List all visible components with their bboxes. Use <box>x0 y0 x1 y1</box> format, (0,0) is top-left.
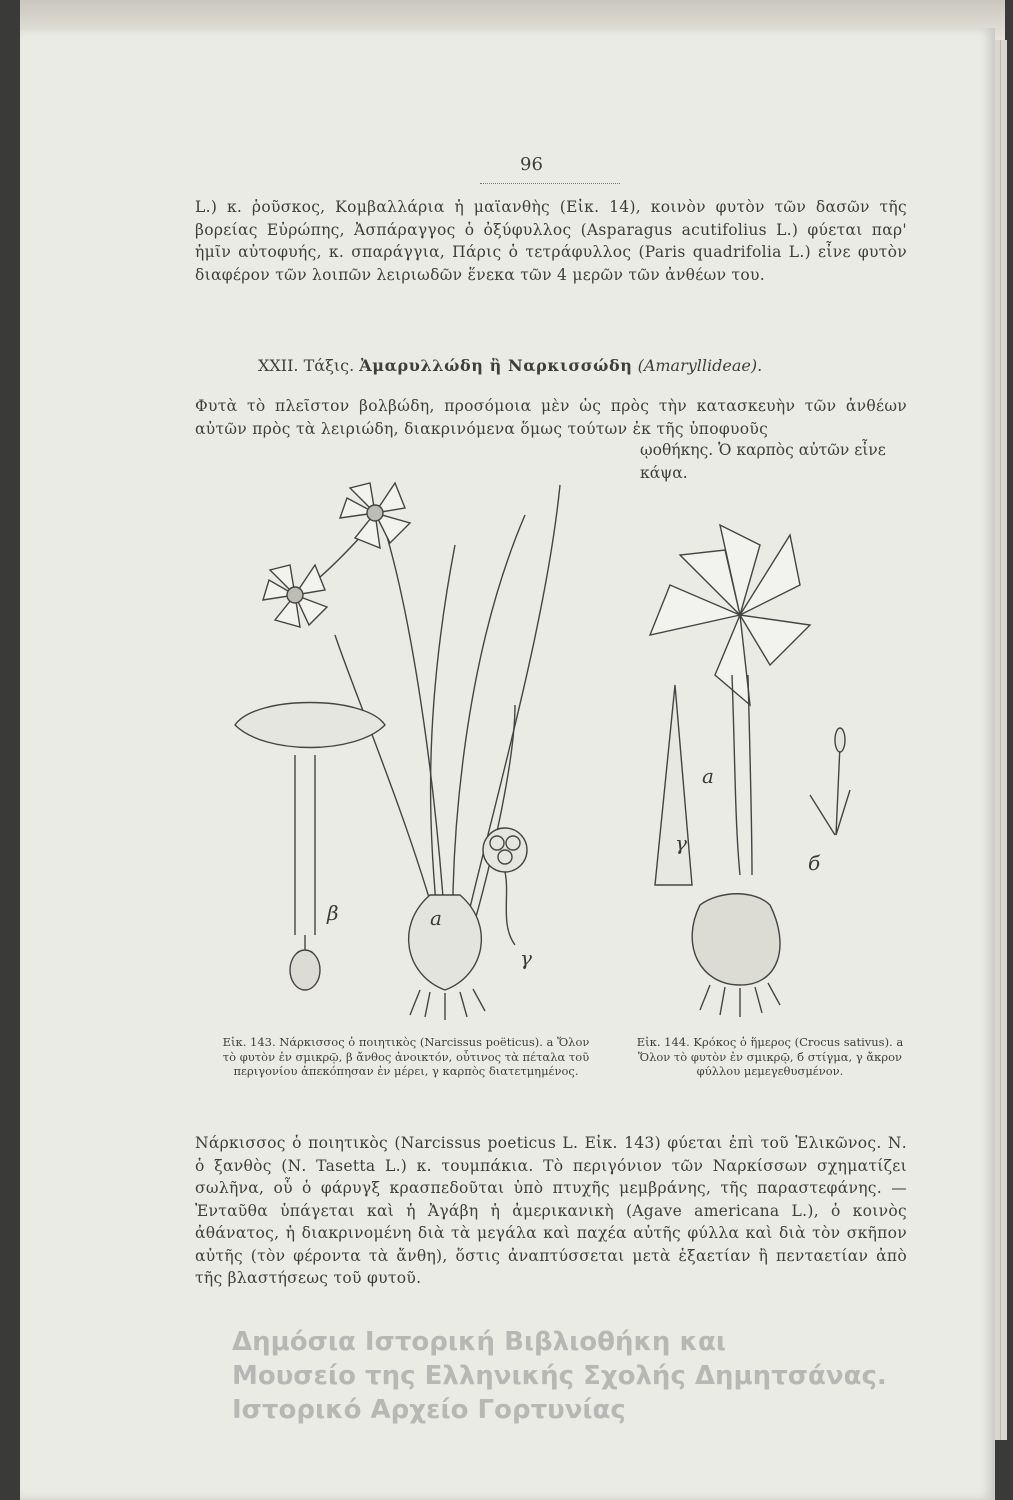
page-stack-edge <box>1000 40 1007 1440</box>
page-number-rule <box>480 183 620 184</box>
page-number: 96 <box>520 154 543 175</box>
figure-144-crocus <box>640 505 890 1035</box>
fig143-label-b: β <box>327 901 339 925</box>
figure-143-narcissus <box>215 455 595 1035</box>
section-heading <box>258 356 762 375</box>
caption-figure-144: Εἰκ. 144. Κρόκος ὁ ἥμερος (Crocus sativus). a Ὅλον τὸ φυτὸν ἐν σμικρῷ, б στίγμα, γ ἄκρον φύλλου μεμεγεθυσμένον. <box>636 1035 904 1078</box>
paragraph-2: Φυτὰ τὸ πλεῖστον βολβώδη, προσόμοια μὲν ὡς πρὸς τὴν κατασκευὴν τῶν ἀνθέων αὐτῶν πρὸς τὰ λειριώδη, διακρινόμενα ὅμως τούτων ἐκ τῆς ὑποφυοῦς <box>195 397 907 438</box>
fig144-label-g: γ <box>675 831 687 855</box>
heading-title: Ἀμαρυλλώδη ἢ Ναρκισσώδη <box>359 356 633 375</box>
heading-number: XXII. Τάξις. <box>258 356 355 375</box>
fig144-label-b: б <box>808 851 821 875</box>
heading-latin: (Amaryllideae). <box>637 356 763 375</box>
paragraph-1: L.) κ. ῥοῦσκος, Κομβαλλάρια ἡ μαϊανθὴς (Εἰκ. 14), κοινὸν φυτὸν τῶν δασῶν τῆς βορείας Εὐρώπης, Ἀσπάραγγος ὁ ὀξύφυλλος (Asparagus acutifolius L.) φύεται παρ' ἡμῖν αὐτοφυής, κ. σπαράγγια, Πάρις ὁ τετράφυλλος (Paris quadrifolia L.) εἶνε φυτὸν διαφέρον τῶν λοιπῶν λειριωδῶν ἕνεκα τῶν 4 μερῶν τῶν ἀνθέων του. <box>195 198 907 284</box>
paragraph-2-continued: ῳοθήκης. Ὁ καρπὸς αὐτῶν εἶνε κάψα. <box>640 441 886 482</box>
fig143-label-g: γ <box>520 946 532 970</box>
paragraph-3: Νάρκισσος ὁ ποιητικὸς (Narcissus poeticus L. Εἰκ. 143) φύεται ἐπὶ τοῦ Ἑλικῶνος. Ν. ὁ ξανθὸς (Ν. Tasetta L.) κ. τουμπάκια. Τὸ περιγόνιον τῶν Ναρκίσσων σχηματίζει σωλῆνα, οὗ ὁ φάρυγξ κρασπεδοῦται ὑπὸ πτυχῆς μεμβράνης, τῆς παραστεφάνης. — Ἐνταῦθα ὑπάγεται καὶ ἡ Ἀγάβη ἡ ἀμερικανικὴ (Agave americana L.), ὁ κοινὸς ἀθάνατος, ἡ διακρινομένη διὰ τὰ μεγάλα καὶ παχέα αὐτῆς φύλλα καὶ διὰ τὸν σκῆπον αὐτῆς (τὸν φέροντα τὰ ἄνθη), ὅστις ἀναπτύσσεται μετὰ ἑξαετίαν ἢ πενταετίαν ἀπὸ τῆς βλαστήσεως τοῦ φυτοῦ. <box>195 1134 907 1287</box>
caption-figure-143: Εἰκ. 143. Νάρκισσος ὁ ποιητικὸς (Narcissus poëticus). a Ὅλον τὸ φυτὸν ἐν σμικρῷ, β ἄνθος ἀνοικτόν, οὗτινος τὰ πέταλα τοῦ περιγονίου ἀπεκόπησαν ἐν μέρει, γ καρπὸς διατετμημένος. <box>222 1035 590 1078</box>
watermark-line-2: Μουσείο της Ελληνικής Σχολής Δημητσάνας. <box>232 1361 887 1391</box>
library-watermark <box>232 1325 887 1427</box>
fig143-label-a: a <box>430 906 442 930</box>
fig144-label-a: a <box>702 764 714 788</box>
watermark-line-3: Ιστορικό Αρχείο Γορτυνίας <box>232 1395 626 1425</box>
watermark-line-1: Δημόσια Ιστορική Βιβλιοθήκη και <box>232 1327 726 1357</box>
